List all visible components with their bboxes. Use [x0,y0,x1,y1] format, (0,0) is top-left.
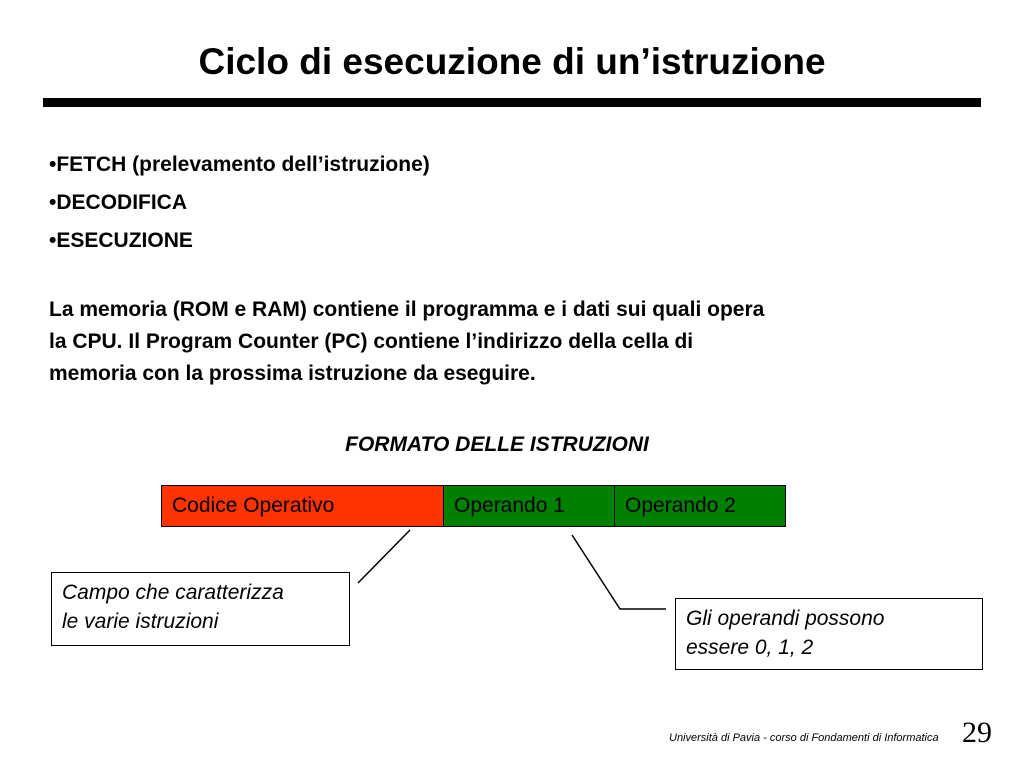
note-line: essere 0, 1, 2 [686,636,814,659]
slide-title: Ciclo di esecuzione di un’istruzione [198,41,826,82]
bullet-list [49,146,430,260]
paragraph-line: la CPU. Il Program Counter (PC) contiene l’indirizzo della cella di [49,330,694,353]
note-line: Campo che caratterizza [62,581,284,604]
bullet-decodifica: •DECODIFICA [49,191,188,214]
field-operando-2: Operando 2 [614,485,786,527]
memory-paragraph [49,294,949,390]
paragraph-line: memoria con la prossima istruzione da eseguire. [49,362,536,385]
bullet-fetch: •FETCH (prelevamento dell’istruzione) [49,153,430,176]
connector-left [358,530,410,583]
bullet-esecuzione: •ESECUZIONE [49,229,193,252]
note-line: Gli operandi possono [686,607,885,630]
footer-text: Università di Pavia - corso di Fondamenti di Informatica [669,732,939,744]
paragraph-line: La memoria (ROM e RAM) contiene il programma e i dati sui quali opera [49,298,765,321]
page-number: 29 [962,716,992,749]
callout-opcode-note [51,572,350,646]
connector-right [572,535,666,609]
field-codice-operativo: Codice Operativo [161,485,444,527]
format-heading: FORMATO DELLE ISTRUZIONI [345,433,649,456]
title-divider [43,98,981,107]
callout-operands-note [675,598,983,670]
note-line: le varie istruzioni [62,610,219,633]
field-operando-1: Operando 1 [443,485,615,527]
